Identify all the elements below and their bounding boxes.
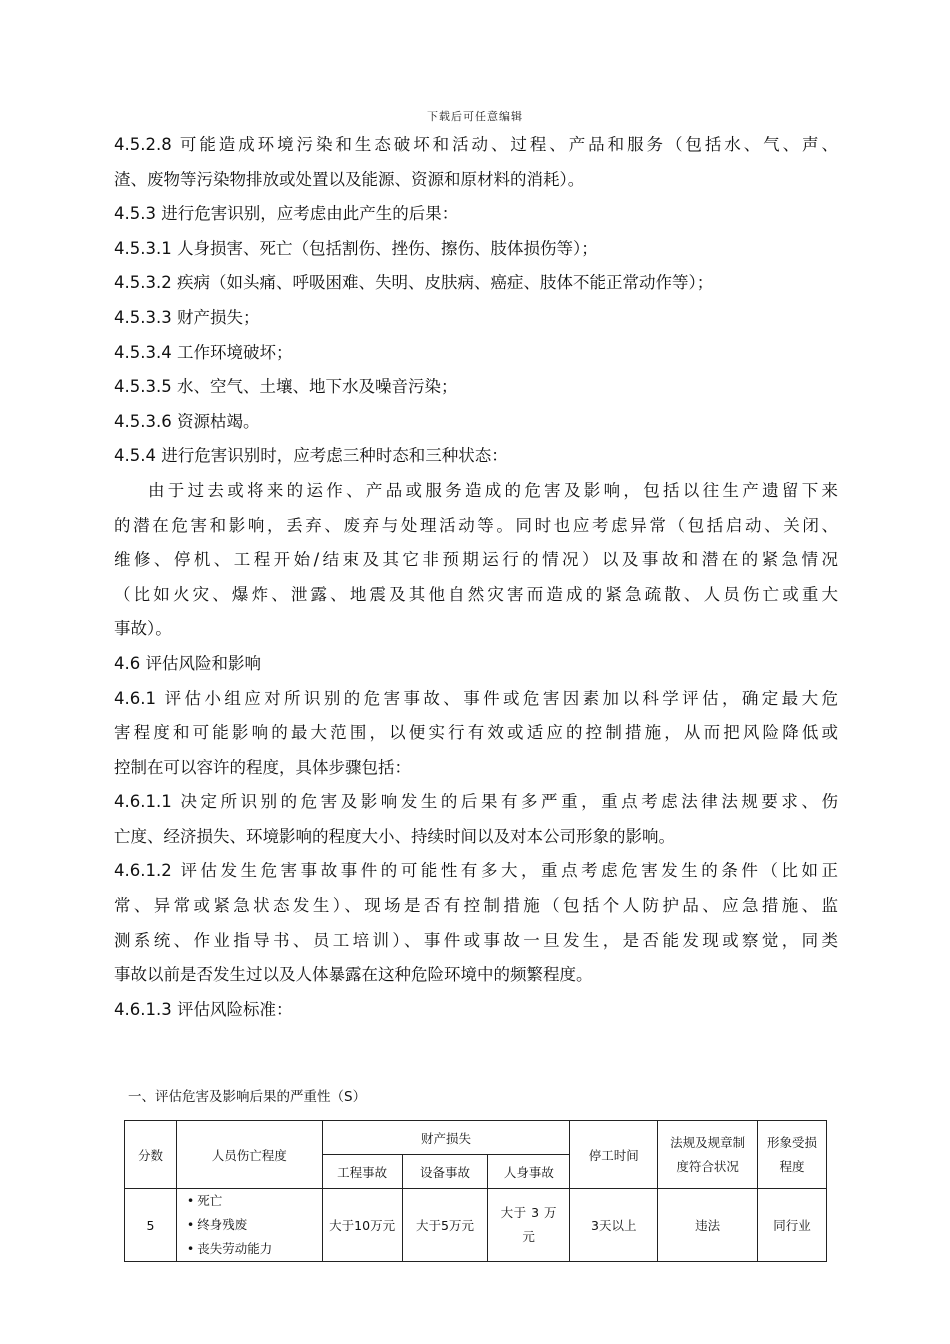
severity-table [124, 1120, 827, 1262]
cell-injury [176, 1189, 322, 1262]
paragraph-line: 4.5.2.8 可能造成环境污染和生态破坏和活动、过程、产品和服务（包括水、气、声、 [114, 135, 838, 154]
paragraph-line: 由于过去或将来的运作、产品或服务造成的危害及影响，包括以往生产遗留下来 [148, 480, 838, 500]
paragraph-line: 害程度和可能影响的最大范围，以便实行有效或适应的控制措施，从而把风险降低或 [114, 723, 838, 743]
paragraph-line: 4.5.3.1 人身损害、死亡（包括割伤、挫伤、擦伤、肢体损伤等）； [114, 238, 598, 258]
cell-equipment: 大于5万元 [402, 1189, 488, 1262]
header-property: 财产损失 [322, 1121, 570, 1155]
paragraph-line: 4.6.1.3 评估风险标准： [114, 999, 293, 1019]
cell-downtime: 3天以上 [570, 1189, 658, 1262]
section-heading: 4.6 评估风险和影响 [114, 653, 261, 673]
paragraph-line: 渣、废物等污染物排放或处置以及能源、资源和原材料的消耗）。 [114, 169, 585, 189]
header-image: 形象受损程度 [758, 1121, 827, 1189]
table-caption: 一、评估危害及影响后果的严重性（S） [128, 1089, 367, 1105]
paragraph-line: 4.6.1.2 评估发生危害事故事件的可能性有多大，重点考虑危害发生的条件（比如正 [114, 861, 838, 881]
header-injury: 人员伤亡程度 [176, 1121, 322, 1189]
paragraph-line: 4.5.3 进行危害识别，应考虑由此产生的后果： [114, 204, 459, 224]
header-engineering: 工程事故 [322, 1155, 402, 1189]
paragraph-line: 4.5.3.4 工作环境破坏； [114, 342, 293, 362]
paragraph-line: 测系统、作业指导书、员工培训）、事件或事故一旦发生，是否能发现或察觉，同类 [114, 930, 838, 950]
paragraph-line: 的潜在危害和影响，丢弃、废弃与处理活动等。同时也应考虑异常（包括启动、关闭、 [114, 515, 838, 535]
paragraph-line: 4.5.3.6 资源枯竭。 [114, 411, 260, 431]
cell-image: 同行业 [758, 1189, 827, 1262]
paragraph-line: 4.6.1 评估小组应对所识别的危害事故、事件或危害因素加以科学评估，确定最大危 [114, 688, 838, 708]
header-score: 分数 [125, 1121, 177, 1189]
page-header-watermark: 下载后可任意编辑 [427, 110, 523, 123]
paragraph-line: 事故）。 [114, 619, 172, 639]
header-downtime: 停工时间 [570, 1121, 658, 1189]
paragraph-line: 4.5.3.2 疾病（如头痛、呼吸困难、失明、皮肤病、癌症、肢体不能正常动作等）； [114, 273, 714, 293]
injury-item: • 终身残废 [187, 1213, 322, 1237]
paragraph-line: 维修、停机、工程开始/结束及其它非预期运行的情况）以及事故和潜在的紧急情况 [114, 550, 838, 570]
table-row [125, 1189, 827, 1262]
paragraph-line: 控制在可以容许的程度，具体步骤包括： [114, 757, 411, 777]
paragraph-line: （比如火灾、爆炸、泄露、地震及其他自然灾害而造成的紧急疏散、人员伤亡或重大 [114, 584, 838, 604]
paragraph-line: 4.5.3.3 财产损失； [114, 307, 260, 327]
paragraph-line: 事故以前是否发生过以及人体暴露在这种危险环境中的频繁程度。 [114, 965, 593, 985]
injury-item: • 丧失劳动能力 [187, 1237, 322, 1261]
table-header-row [125, 1121, 827, 1155]
cell-score: 5 [125, 1189, 177, 1262]
cell-engineering: 大于10万元 [322, 1189, 402, 1262]
paragraph-line: 4.5.3.5 水、空气、土壤、地下水及噪音污染； [114, 377, 458, 397]
paragraph-line: 4.5.4 进行危害识别时，应考虑三种时态和三种状态： [114, 446, 508, 466]
paragraph-line: 亡度、经济损失、环境影响的程度大小、持续时间以及对本公司形象的影响。 [114, 826, 675, 846]
header-compliance: 法规及规章制度符合状况 [658, 1121, 758, 1189]
injury-item: • 死亡 [187, 1189, 322, 1213]
cell-personal: 大于 3 万元 [488, 1189, 570, 1262]
paragraph-line: 常、异常或紧急状态发生）、现场是否有控制措施（包括个人防护品、应急措施、监 [114, 896, 838, 916]
header-equipment: 设备事故 [402, 1155, 488, 1189]
header-personal: 人身事故 [488, 1155, 570, 1189]
document-body [114, 128, 838, 1027]
paragraph-line: 4.6.1.1 决定所识别的危害及影响发生的后果有多严重，重点考虑法律法规要求、伤 [114, 792, 838, 812]
cell-compliance: 违法 [658, 1189, 758, 1262]
